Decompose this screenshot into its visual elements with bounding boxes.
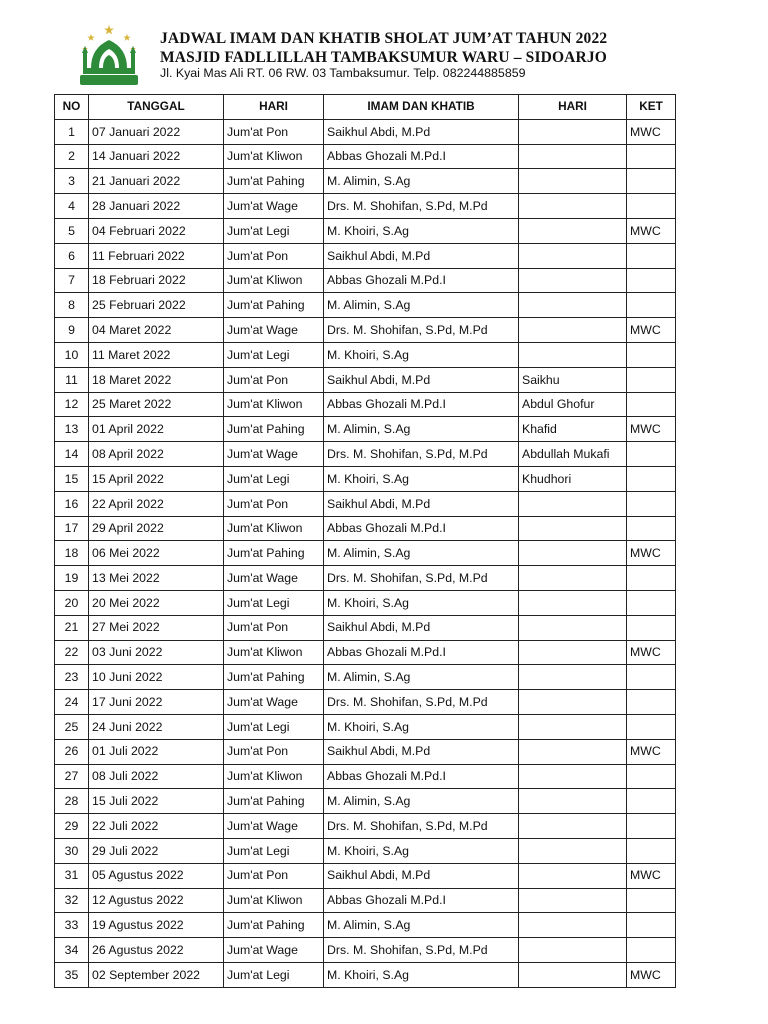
cell-imam-khatib: Drs. M. Shohifan, S.Pd, M.Pd bbox=[324, 442, 519, 467]
table-row bbox=[55, 541, 676, 566]
cell-hari-2 bbox=[519, 566, 627, 591]
cell-tanggal: 15 Juli 2022 bbox=[89, 789, 224, 814]
table-row bbox=[55, 243, 676, 268]
cell-hari-2 bbox=[519, 218, 627, 243]
table-row bbox=[55, 417, 676, 442]
cell-no: 22 bbox=[55, 640, 89, 665]
cell-hari-2 bbox=[519, 888, 627, 913]
cell-hari-2 bbox=[519, 590, 627, 615]
table-row bbox=[55, 838, 676, 863]
cell-no: 10 bbox=[55, 342, 89, 367]
cell-tanggal: 17 Juni 2022 bbox=[89, 690, 224, 715]
cell-hari-2 bbox=[519, 194, 627, 219]
mosque-address: Jl. Kyai Mas Ali RT. 06 RW. 03 Tambaksumur. Telp. 082244885859 bbox=[160, 66, 526, 80]
cell-imam-khatib: Saikhul Abdi, M.Pd bbox=[324, 863, 519, 888]
cell-tanggal: 15 April 2022 bbox=[89, 466, 224, 491]
table-row bbox=[55, 491, 676, 516]
table-row bbox=[55, 218, 676, 243]
cell-tanggal: 12 Agustus 2022 bbox=[89, 888, 224, 913]
column-header-imam-dan-khatib: IMAM DAN KHATIB bbox=[324, 95, 519, 120]
cell-imam-khatib: Abbas Ghozali M.Pd.I bbox=[324, 764, 519, 789]
cell-hari-2 bbox=[519, 615, 627, 640]
cell-tanggal: 25 Maret 2022 bbox=[89, 392, 224, 417]
cell-ket bbox=[627, 342, 676, 367]
schedule-table bbox=[54, 94, 676, 988]
column-header-ket: KET bbox=[627, 95, 676, 120]
cell-imam-khatib: M. Alimin, S.Ag bbox=[324, 789, 519, 814]
cell-hari-2 bbox=[519, 169, 627, 194]
cell-no: 9 bbox=[55, 318, 89, 343]
cell-ket bbox=[627, 714, 676, 739]
cell-no: 23 bbox=[55, 665, 89, 690]
table-row bbox=[55, 789, 676, 814]
column-header-no: NO bbox=[55, 95, 89, 120]
table-row bbox=[55, 690, 676, 715]
cell-ket: MWC bbox=[627, 962, 676, 987]
cell-imam-khatib: Saikhul Abdi, M.Pd bbox=[324, 615, 519, 640]
cell-hari-2: Khafid bbox=[519, 417, 627, 442]
column-header-hari-2: HARI bbox=[519, 95, 627, 120]
cell-hari: Jum'at Legi bbox=[224, 466, 324, 491]
column-header-hari: HARI bbox=[224, 95, 324, 120]
cell-ket bbox=[627, 169, 676, 194]
cell-ket bbox=[627, 293, 676, 318]
cell-no: 31 bbox=[55, 863, 89, 888]
cell-no: 34 bbox=[55, 938, 89, 963]
table-row bbox=[55, 442, 676, 467]
cell-imam-khatib: M. Khoiri, S.Ag bbox=[324, 714, 519, 739]
cell-hari: Jum'at Pahing bbox=[224, 789, 324, 814]
table-row bbox=[55, 342, 676, 367]
cell-hari-2 bbox=[519, 268, 627, 293]
cell-hari-2 bbox=[519, 814, 627, 839]
cell-no: 2 bbox=[55, 144, 89, 169]
cell-tanggal: 14 Januari 2022 bbox=[89, 144, 224, 169]
cell-ket: MWC bbox=[627, 119, 676, 144]
table-row bbox=[55, 367, 676, 392]
cell-hari-2: Saikhu bbox=[519, 367, 627, 392]
cell-no: 30 bbox=[55, 838, 89, 863]
cell-hari: Jum'at Pon bbox=[224, 615, 324, 640]
cell-tanggal: 11 Maret 2022 bbox=[89, 342, 224, 367]
cell-hari-2: Khudhori bbox=[519, 466, 627, 491]
cell-tanggal: 06 Mei 2022 bbox=[89, 541, 224, 566]
cell-ket bbox=[627, 516, 676, 541]
cell-tanggal: 21 Januari 2022 bbox=[89, 169, 224, 194]
cell-hari-2 bbox=[519, 789, 627, 814]
cell-hari-2 bbox=[519, 119, 627, 144]
document-header bbox=[0, 0, 768, 92]
cell-tanggal: 29 Juli 2022 bbox=[89, 838, 224, 863]
cell-hari: Jum'at Pon bbox=[224, 491, 324, 516]
cell-ket: MWC bbox=[627, 640, 676, 665]
cell-imam-khatib: M. Alimin, S.Ag bbox=[324, 541, 519, 566]
cell-tanggal: 04 Februari 2022 bbox=[89, 218, 224, 243]
table-row bbox=[55, 764, 676, 789]
cell-tanggal: 18 Maret 2022 bbox=[89, 367, 224, 392]
cell-hari: Jum'at Pahing bbox=[224, 665, 324, 690]
cell-hari-2 bbox=[519, 318, 627, 343]
cell-no: 16 bbox=[55, 491, 89, 516]
cell-ket bbox=[627, 888, 676, 913]
cell-imam-khatib: Abbas Ghozali M.Pd.I bbox=[324, 392, 519, 417]
cell-hari: Jum'at Kliwon bbox=[224, 640, 324, 665]
cell-tanggal: 02 September 2022 bbox=[89, 962, 224, 987]
table-row bbox=[55, 566, 676, 591]
cell-hari-2 bbox=[519, 665, 627, 690]
table-row bbox=[55, 268, 676, 293]
cell-hari-2 bbox=[519, 541, 627, 566]
table-row bbox=[55, 863, 676, 888]
cell-hari: Jum'at Wage bbox=[224, 194, 324, 219]
table-row bbox=[55, 814, 676, 839]
cell-hari-2 bbox=[519, 342, 627, 367]
cell-no: 15 bbox=[55, 466, 89, 491]
cell-hari-2 bbox=[519, 516, 627, 541]
cell-hari-2 bbox=[519, 838, 627, 863]
cell-hari: Jum'at Pahing bbox=[224, 169, 324, 194]
cell-hari-2 bbox=[519, 640, 627, 665]
cell-imam-khatib: Drs. M. Shohifan, S.Pd, M.Pd bbox=[324, 814, 519, 839]
cell-no: 24 bbox=[55, 690, 89, 715]
cell-ket bbox=[627, 838, 676, 863]
cell-hari: Jum'at Pahing bbox=[224, 417, 324, 442]
cell-tanggal: 20 Mei 2022 bbox=[89, 590, 224, 615]
cell-hari-2: Abdullah Mukafi bbox=[519, 442, 627, 467]
cell-tanggal: 01 Juli 2022 bbox=[89, 739, 224, 764]
table-row bbox=[55, 739, 676, 764]
cell-tanggal: 03 Juni 2022 bbox=[89, 640, 224, 665]
cell-imam-khatib: M. Alimin, S.Ag bbox=[324, 913, 519, 938]
cell-tanggal: 01 April 2022 bbox=[89, 417, 224, 442]
cell-imam-khatib: Saikhul Abdi, M.Pd bbox=[324, 119, 519, 144]
cell-imam-khatib: Drs. M. Shohifan, S.Pd, M.Pd bbox=[324, 566, 519, 591]
cell-hari-2 bbox=[519, 243, 627, 268]
table-row bbox=[55, 169, 676, 194]
table-row bbox=[55, 938, 676, 963]
cell-no: 14 bbox=[55, 442, 89, 467]
cell-no: 17 bbox=[55, 516, 89, 541]
cell-hari: Jum'at Wage bbox=[224, 690, 324, 715]
cell-imam-khatib: Saikhul Abdi, M.Pd bbox=[324, 243, 519, 268]
cell-imam-khatib: M. Alimin, S.Ag bbox=[324, 417, 519, 442]
cell-no: 19 bbox=[55, 566, 89, 591]
cell-ket bbox=[627, 789, 676, 814]
cell-tanggal: 08 Juli 2022 bbox=[89, 764, 224, 789]
table-row bbox=[55, 516, 676, 541]
cell-ket bbox=[627, 938, 676, 963]
cell-imam-khatib: Abbas Ghozali M.Pd.I bbox=[324, 268, 519, 293]
cell-no: 28 bbox=[55, 789, 89, 814]
cell-hari: Jum'at Wage bbox=[224, 814, 324, 839]
mosque-name: MASJID FADLLILLAH TAMBAKSUMUR WARU – SIDOARJO bbox=[160, 49, 607, 66]
cell-hari: Jum'at Pahing bbox=[224, 913, 324, 938]
cell-tanggal: 08 April 2022 bbox=[89, 442, 224, 467]
cell-ket bbox=[627, 466, 676, 491]
cell-ket bbox=[627, 392, 676, 417]
cell-imam-khatib: M. Alimin, S.Ag bbox=[324, 293, 519, 318]
cell-imam-khatib: M. Alimin, S.Ag bbox=[324, 665, 519, 690]
cell-no: 25 bbox=[55, 714, 89, 739]
cell-hari: Jum'at Pahing bbox=[224, 293, 324, 318]
cell-no: 3 bbox=[55, 169, 89, 194]
cell-imam-khatib: M. Khoiri, S.Ag bbox=[324, 218, 519, 243]
cell-tanggal: 07 Januari 2022 bbox=[89, 119, 224, 144]
cell-hari-2: Abdul Ghofur bbox=[519, 392, 627, 417]
cell-ket: MWC bbox=[627, 318, 676, 343]
cell-ket bbox=[627, 442, 676, 467]
cell-hari: Jum'at Pon bbox=[224, 119, 324, 144]
cell-tanggal: 13 Mei 2022 bbox=[89, 566, 224, 591]
cell-hari: Jum'at Pon bbox=[224, 367, 324, 392]
cell-hari: Jum'at Kliwon bbox=[224, 764, 324, 789]
cell-no: 26 bbox=[55, 739, 89, 764]
cell-no: 20 bbox=[55, 590, 89, 615]
cell-no: 27 bbox=[55, 764, 89, 789]
cell-tanggal: 27 Mei 2022 bbox=[89, 615, 224, 640]
cell-no: 1 bbox=[55, 119, 89, 144]
cell-tanggal: 04 Maret 2022 bbox=[89, 318, 224, 343]
cell-hari-2 bbox=[519, 144, 627, 169]
cell-no: 8 bbox=[55, 293, 89, 318]
cell-tanggal: 19 Agustus 2022 bbox=[89, 913, 224, 938]
cell-no: 4 bbox=[55, 194, 89, 219]
cell-imam-khatib: M. Khoiri, S.Ag bbox=[324, 466, 519, 491]
cell-imam-khatib: Abbas Ghozali M.Pd.I bbox=[324, 144, 519, 169]
cell-imam-khatib: Abbas Ghozali M.Pd.I bbox=[324, 888, 519, 913]
cell-imam-khatib: Drs. M. Shohifan, S.Pd, M.Pd bbox=[324, 318, 519, 343]
cell-hari: Jum'at Kliwon bbox=[224, 144, 324, 169]
cell-hari: Jum'at Kliwon bbox=[224, 516, 324, 541]
cell-hari: Jum'at Kliwon bbox=[224, 392, 324, 417]
cell-hari: Jum'at Wage bbox=[224, 442, 324, 467]
table-row bbox=[55, 714, 676, 739]
table-row bbox=[55, 640, 676, 665]
cell-no: 33 bbox=[55, 913, 89, 938]
cell-hari: Jum'at Legi bbox=[224, 962, 324, 987]
cell-imam-khatib: M. Alimin, S.Ag bbox=[324, 169, 519, 194]
table-row bbox=[55, 665, 676, 690]
cell-no: 12 bbox=[55, 392, 89, 417]
table-row bbox=[55, 615, 676, 640]
document-title: JADWAL IMAM DAN KHATIB SHOLAT JUM’AT TAHUN 2022 bbox=[160, 30, 608, 47]
cell-ket: MWC bbox=[627, 739, 676, 764]
cell-tanggal: 24 Juni 2022 bbox=[89, 714, 224, 739]
table-row bbox=[55, 590, 676, 615]
cell-tanggal: 25 Februari 2022 bbox=[89, 293, 224, 318]
table-row bbox=[55, 392, 676, 417]
cell-ket bbox=[627, 243, 676, 268]
cell-ket bbox=[627, 690, 676, 715]
cell-hari: Jum'at Kliwon bbox=[224, 268, 324, 293]
cell-no: 18 bbox=[55, 541, 89, 566]
cell-hari-2 bbox=[519, 938, 627, 963]
cell-ket: MWC bbox=[627, 863, 676, 888]
cell-tanggal: 11 Februari 2022 bbox=[89, 243, 224, 268]
cell-hari-2 bbox=[519, 863, 627, 888]
cell-no: 11 bbox=[55, 367, 89, 392]
cell-no: 32 bbox=[55, 888, 89, 913]
mosque-logo-icon bbox=[77, 24, 141, 90]
table-row bbox=[55, 318, 676, 343]
cell-ket: MWC bbox=[627, 218, 676, 243]
cell-hari: Jum'at Pahing bbox=[224, 541, 324, 566]
cell-tanggal: 05 Agustus 2022 bbox=[89, 863, 224, 888]
cell-no: 13 bbox=[55, 417, 89, 442]
table-header-row bbox=[55, 95, 676, 120]
table-row bbox=[55, 913, 676, 938]
cell-imam-khatib: Saikhul Abdi, M.Pd bbox=[324, 739, 519, 764]
cell-tanggal: 10 Juni 2022 bbox=[89, 665, 224, 690]
cell-hari: Jum'at Pon bbox=[224, 243, 324, 268]
cell-tanggal: 22 Juli 2022 bbox=[89, 814, 224, 839]
cell-imam-khatib: Drs. M. Shohifan, S.Pd, M.Pd bbox=[324, 194, 519, 219]
cell-tanggal: 18 Februari 2022 bbox=[89, 268, 224, 293]
cell-hari: Jum'at Wage bbox=[224, 566, 324, 591]
cell-no: 7 bbox=[55, 268, 89, 293]
cell-ket bbox=[627, 913, 676, 938]
cell-hari-2 bbox=[519, 690, 627, 715]
cell-no: 35 bbox=[55, 962, 89, 987]
cell-ket bbox=[627, 764, 676, 789]
table-row bbox=[55, 962, 676, 987]
table-row bbox=[55, 293, 676, 318]
cell-hari-2 bbox=[519, 491, 627, 516]
cell-no: 5 bbox=[55, 218, 89, 243]
cell-imam-khatib: Abbas Ghozali M.Pd.I bbox=[324, 640, 519, 665]
table-row bbox=[55, 119, 676, 144]
cell-hari-2 bbox=[519, 293, 627, 318]
cell-imam-khatib: M. Khoiri, S.Ag bbox=[324, 342, 519, 367]
cell-hari: Jum'at Pon bbox=[224, 739, 324, 764]
cell-ket bbox=[627, 615, 676, 640]
cell-ket bbox=[627, 491, 676, 516]
table-row bbox=[55, 466, 676, 491]
cell-hari: Jum'at Wage bbox=[224, 938, 324, 963]
cell-imam-khatib: M. Khoiri, S.Ag bbox=[324, 838, 519, 863]
cell-ket: MWC bbox=[627, 417, 676, 442]
cell-hari-2 bbox=[519, 913, 627, 938]
cell-hari: Jum'at Kliwon bbox=[224, 888, 324, 913]
cell-ket bbox=[627, 590, 676, 615]
cell-imam-khatib: Saikhul Abdi, M.Pd bbox=[324, 367, 519, 392]
cell-hari: Jum'at Legi bbox=[224, 838, 324, 863]
cell-tanggal: 28 Januari 2022 bbox=[89, 194, 224, 219]
cell-hari-2 bbox=[519, 714, 627, 739]
cell-hari: Jum'at Legi bbox=[224, 218, 324, 243]
cell-imam-khatib: Drs. M. Shohifan, S.Pd, M.Pd bbox=[324, 938, 519, 963]
table-row bbox=[55, 888, 676, 913]
cell-ket bbox=[627, 665, 676, 690]
cell-hari-2 bbox=[519, 764, 627, 789]
cell-ket bbox=[627, 566, 676, 591]
cell-no: 29 bbox=[55, 814, 89, 839]
cell-hari: Jum'at Pon bbox=[224, 863, 324, 888]
table-row bbox=[55, 194, 676, 219]
table-row bbox=[55, 144, 676, 169]
cell-imam-khatib: Saikhul Abdi, M.Pd bbox=[324, 491, 519, 516]
cell-hari: Jum'at Legi bbox=[224, 342, 324, 367]
cell-imam-khatib: M. Khoiri, S.Ag bbox=[324, 962, 519, 987]
cell-ket: MWC bbox=[627, 541, 676, 566]
cell-no: 21 bbox=[55, 615, 89, 640]
cell-hari-2 bbox=[519, 962, 627, 987]
cell-imam-khatib: Abbas Ghozali M.Pd.I bbox=[324, 516, 519, 541]
cell-hari: Jum'at Legi bbox=[224, 590, 324, 615]
cell-imam-khatib: Drs. M. Shohifan, S.Pd, M.Pd bbox=[324, 690, 519, 715]
cell-tanggal: 26 Agustus 2022 bbox=[89, 938, 224, 963]
cell-ket bbox=[627, 144, 676, 169]
cell-tanggal: 29 April 2022 bbox=[89, 516, 224, 541]
cell-ket bbox=[627, 268, 676, 293]
cell-no: 6 bbox=[55, 243, 89, 268]
cell-ket bbox=[627, 194, 676, 219]
cell-ket bbox=[627, 814, 676, 839]
cell-hari-2 bbox=[519, 739, 627, 764]
cell-hari: Jum'at Legi bbox=[224, 714, 324, 739]
cell-ket bbox=[627, 367, 676, 392]
cell-imam-khatib: M. Khoiri, S.Ag bbox=[324, 590, 519, 615]
cell-hari: Jum'at Wage bbox=[224, 318, 324, 343]
column-header-tanggal: TANGGAL bbox=[89, 95, 224, 120]
cell-tanggal: 22 April 2022 bbox=[89, 491, 224, 516]
